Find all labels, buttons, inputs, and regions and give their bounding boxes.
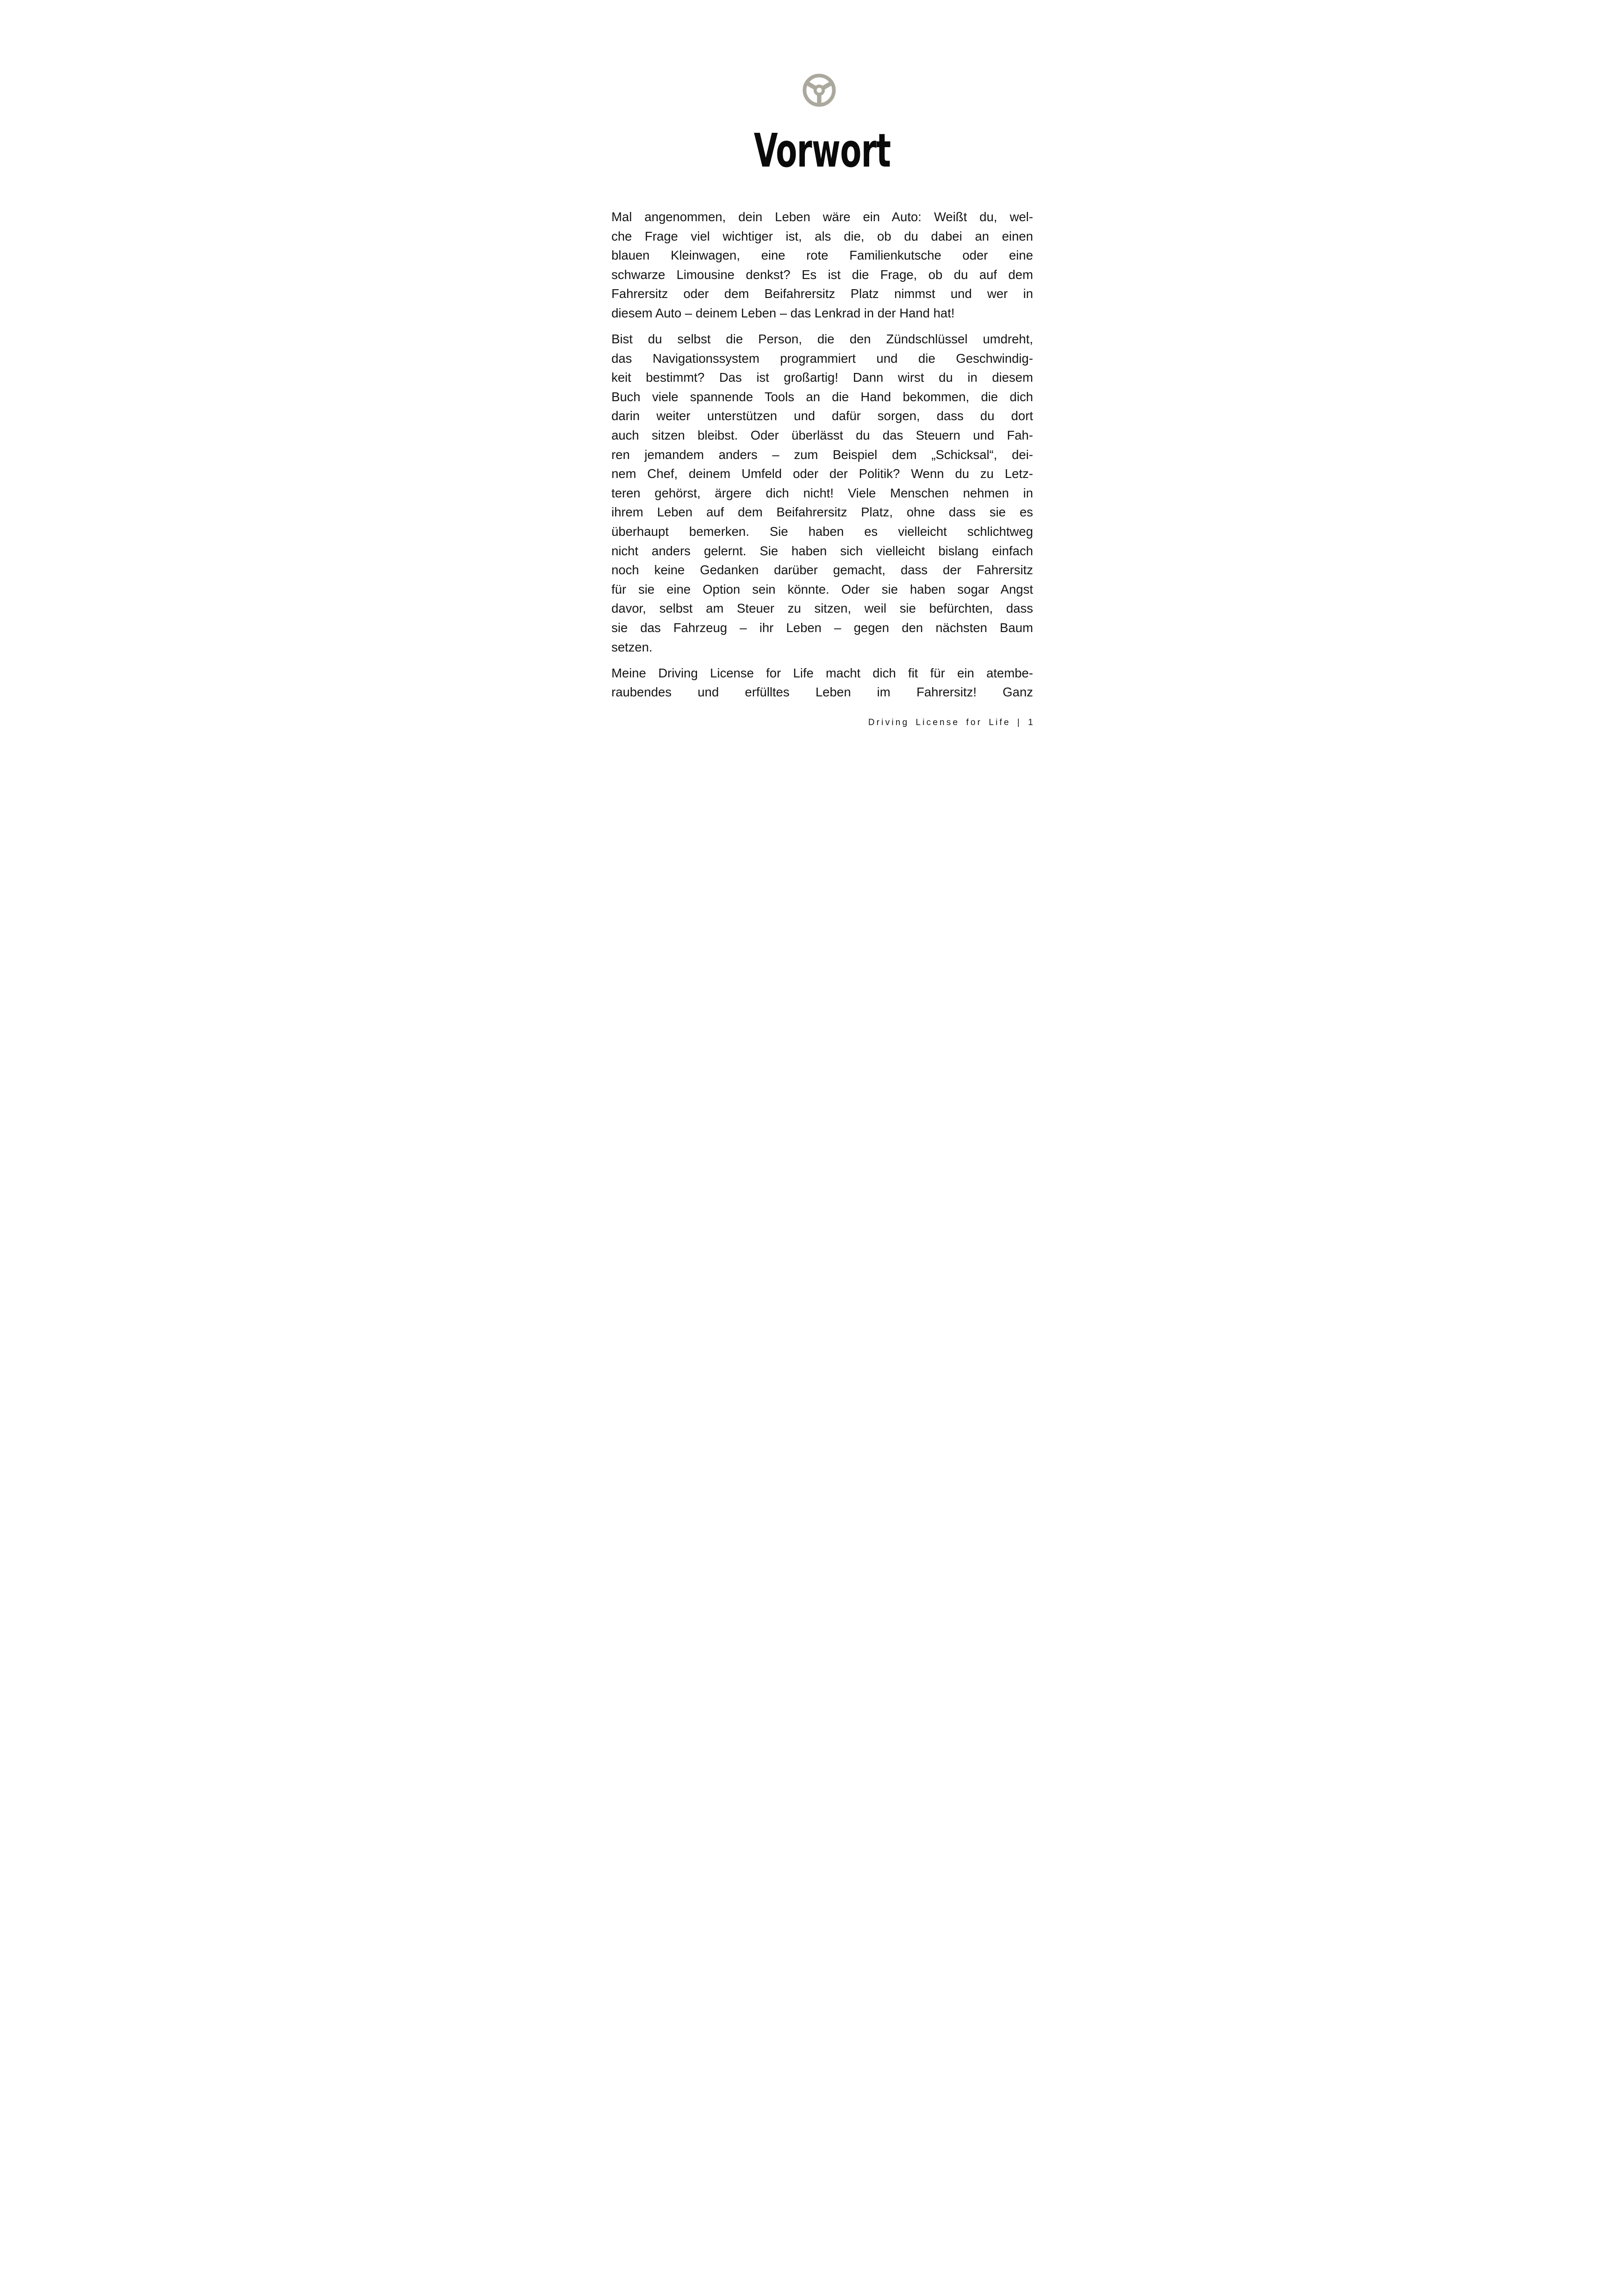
text-line: auch sitzen bleibst. Oder überlässt du das Steuern und Fah- (611, 428, 1033, 443)
page-title-wrap (611, 124, 1033, 178)
text-line: überhaupt bemerken. Sie haben es vielleicht schlichtweg (611, 524, 1033, 539)
text-line: Bist du selbst die Person, die den Zündschlüssel umdreht, (611, 332, 1033, 347)
body-paragraphs (611, 207, 1033, 708)
page-title: Vorwort (753, 124, 891, 178)
text-line: nem Chef, deinem Umfeld oder der Politik? Wenn du zu Letz- (611, 466, 1033, 481)
paragraph (611, 207, 1033, 323)
text-line: schwarze Limousine denkst? Es ist die Frage, ob du auf dem (611, 267, 1033, 282)
text-line: für sie eine Option sein könnte. Oder sie haben sogar Angst (611, 582, 1033, 596)
text-line: blauen Kleinwagen, eine rote Familienkutsche oder eine (611, 248, 1033, 263)
text-line: Fahrersitz oder dem Beifahrersitz Platz nimmst und wer in (611, 286, 1033, 301)
text-line: keit bestimmt? Das ist großartig! Dann wirst du in diesem (611, 370, 1033, 385)
text-line: ihrem Leben auf dem Beifahrersitz Platz, ohne dass sie es (611, 505, 1033, 520)
text-line: setzen. (611, 639, 653, 654)
paragraph (611, 329, 1033, 657)
text-line: Meine Driving License for Life macht dich fit für ein atembe- (611, 665, 1033, 680)
text-line: darin weiter unterstützen und dafür sorgen, dass du dort (611, 409, 1033, 423)
text-line: Buch viele spannende Tools an die Hand bekommen, die dich (611, 389, 1033, 404)
text-line: teren gehörst, ärgere dich nicht! Viele Menschen nehmen in (611, 485, 1033, 500)
steering-wheel-icon (803, 74, 836, 107)
text-line: raubendes und erfülltes Leben im Fahrersitz! Ganz (611, 685, 1033, 700)
text-line: ren jemandem anders – zum Beispiel dem „Schicksal“, dei- (611, 447, 1033, 462)
text-line: nicht anders gelernt. Sie haben sich vielleicht bislang einfach (611, 543, 1033, 558)
book-page (540, 0, 1079, 765)
text-line: che Frage viel wichtiger ist, als die, ob du dabei an einen (611, 229, 1033, 243)
paragraph (611, 664, 1033, 702)
text-line: Mal angenommen, dein Leben wäre ein Auto: Weißt du, wel- (611, 210, 1033, 224)
text-line: das Navigationssystem programmiert und die Geschwindig- (611, 351, 1033, 366)
text-line: sie das Fahrzeug – ihr Leben – gegen den nächsten Baum (611, 620, 1033, 635)
footer-running-title: Driving License for Life | 1 (868, 718, 1035, 727)
text-line: davor, selbst am Steuer zu sitzen, weil sie befürchten, dass (611, 601, 1033, 616)
text-line: diesem Auto – deinem Leben – das Lenkrad in der Hand hat! (611, 305, 955, 320)
text-line: noch keine Gedanken darüber gemacht, dass der Fahrersitz (611, 563, 1033, 577)
